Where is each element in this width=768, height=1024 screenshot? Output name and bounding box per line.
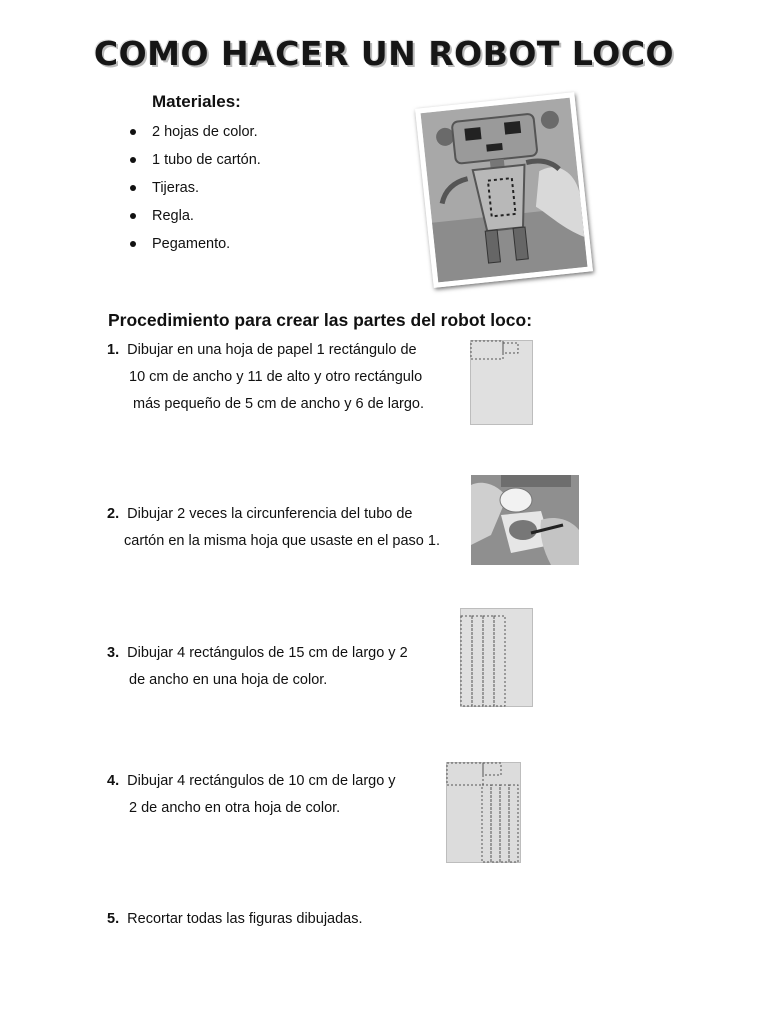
- list-item: Pegamento.: [108, 234, 261, 262]
- step-3-diagram: [460, 608, 534, 708]
- list-item: Tijeras.: [108, 178, 261, 206]
- list-item: Regla.: [108, 206, 261, 234]
- step-1: [107, 337, 424, 418]
- step-text: Dibujar 2 veces la circunferencia del tubo de: [127, 506, 413, 522]
- step-text: 10 cm de ancho y 11 de alto y otro rectángulo: [129, 369, 423, 385]
- step-text: Dibujar en una hoja de papel 1 rectángulo de: [127, 342, 417, 358]
- step-5: [107, 906, 363, 933]
- step-text: más pequeño de 5 cm de ancho y 6 de largo.: [133, 396, 424, 412]
- materials-heading: Materiales:: [152, 92, 241, 111]
- robot-illustration: [421, 98, 588, 283]
- page-title: COMO HACER UN ROBOT LOCO: [93, 34, 675, 73]
- step-text: Dibujar 4 rectángulos de 15 cm de largo y 2: [127, 645, 408, 661]
- step-4-diagram: [446, 762, 522, 864]
- step-text: 2 de ancho en otra hoja de color.: [129, 800, 341, 816]
- list-item: 1 tubo de cartón.: [108, 150, 261, 178]
- step-text: Recortar todas las figuras dibujadas.: [127, 911, 363, 927]
- materials-list: [108, 122, 261, 262]
- step-number: 5.: [107, 911, 120, 927]
- step-2-photo: [471, 475, 579, 565]
- list-item: 2 hojas de color.: [108, 122, 261, 150]
- step-number: 3.: [107, 645, 120, 661]
- step-1-diagram: [470, 340, 534, 426]
- step-text: cartón en la misma hoja que usaste en el paso 1.: [124, 533, 440, 549]
- step-4: [107, 768, 396, 822]
- step-2: [107, 501, 440, 555]
- step-text: Dibujar 4 rectángulos de 10 cm de largo y: [127, 773, 396, 789]
- procedure-heading: Procedimiento para crear las partes del robot loco:: [108, 310, 533, 330]
- step-3: [107, 640, 408, 694]
- robot-photo: [415, 92, 593, 288]
- step-number: 1.: [107, 342, 120, 358]
- step-number: 2.: [107, 506, 120, 522]
- step-text: de ancho en una hoja de color.: [129, 672, 328, 688]
- step-number: 4.: [107, 773, 120, 789]
